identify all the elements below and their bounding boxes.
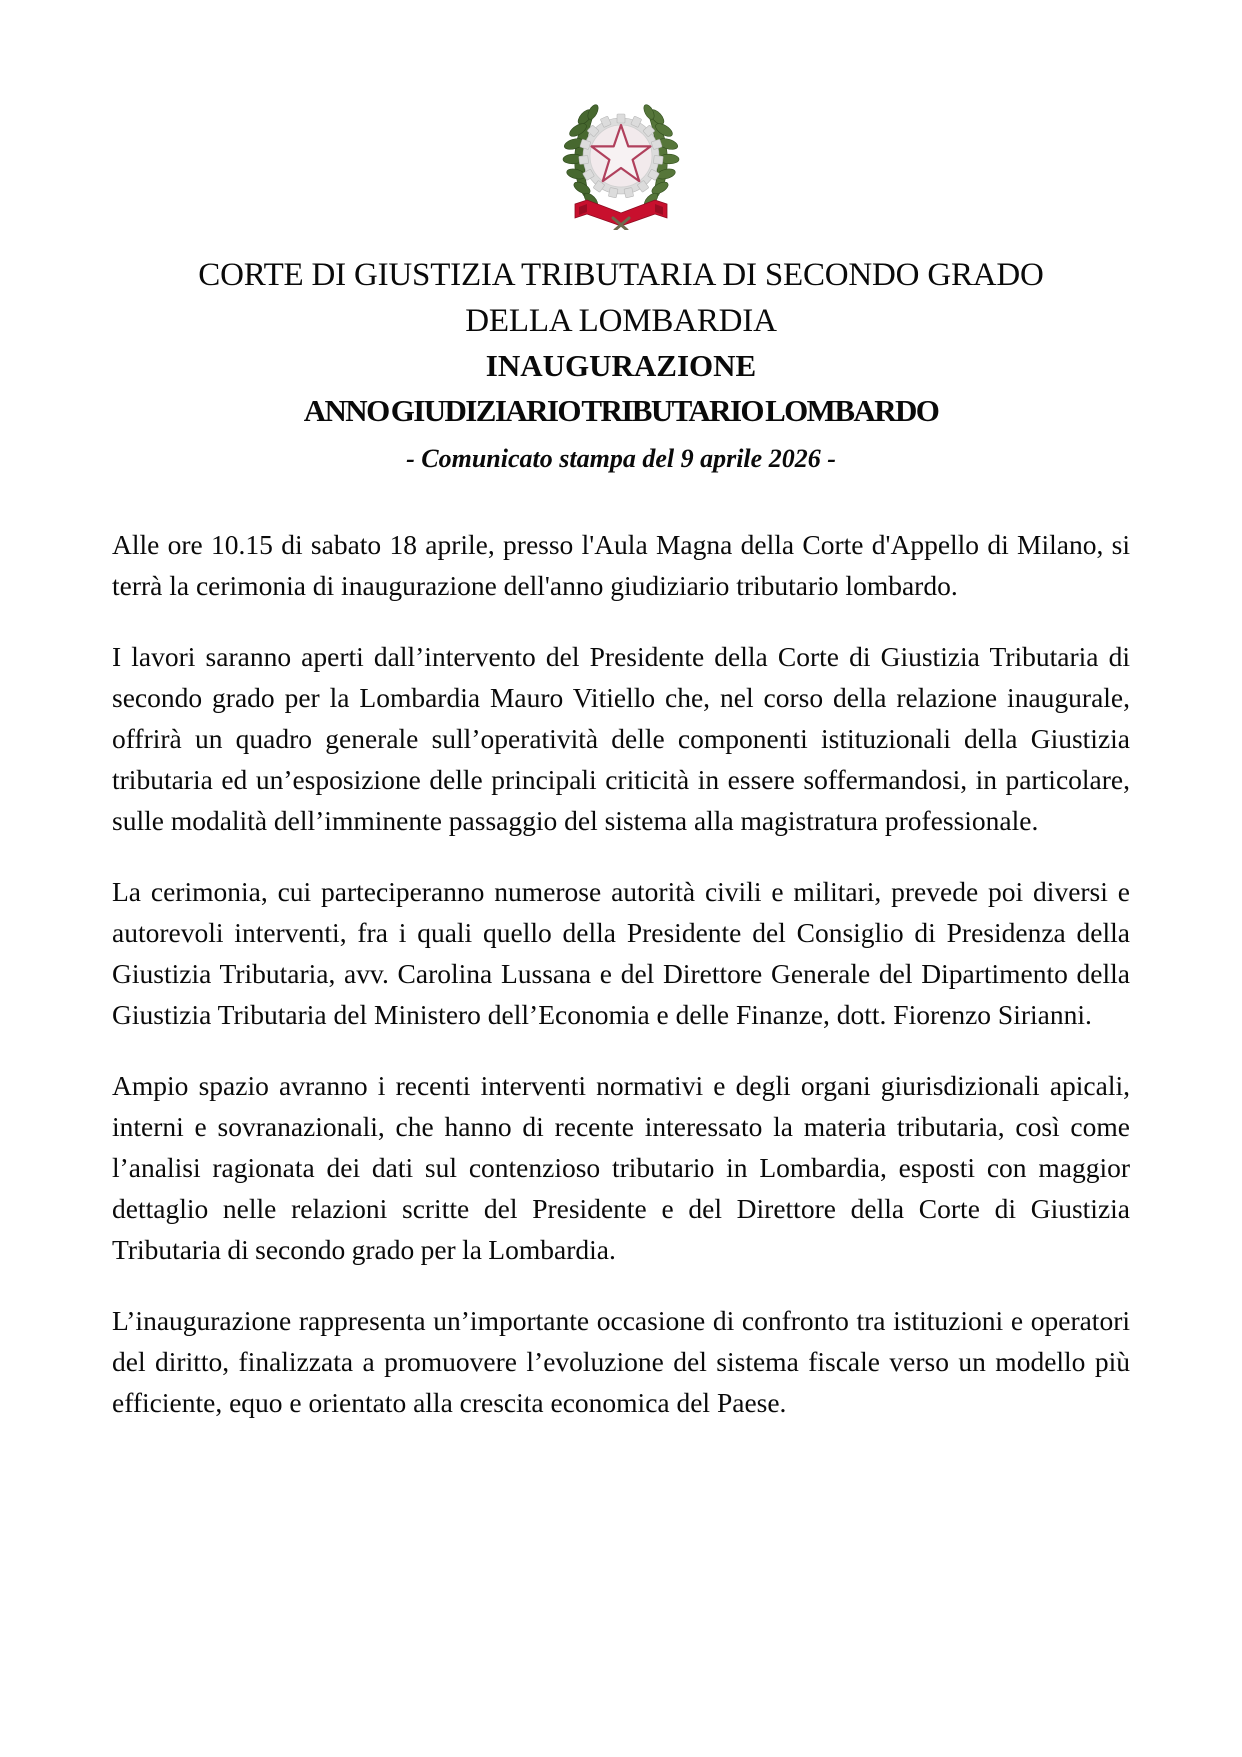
event-title-inauguration: INAUGURAZIONE <box>485 348 757 383</box>
paragraph-3: La cerimonia, cui parteciperanno numerose autorità civili e militari, prevede poi diversi e autorevoli interventi, fra i quali quello della Presidente del Consiglio di Presidenza della Giustizia Tributaria, avv. Carolina Lussana e del Direttore Generale del Dipartimento della Giustizia Tributaria del Ministero dell’Economia e delle Finanze, dott. Fiorenzo Sirianni. <box>112 876 1130 1030</box>
event-title-judicial-year: ANNO GIUDIZIARIO TRIBUTARIO LOMBARDO <box>303 393 939 428</box>
court-name-line-2: DELLA LOMBARDIA <box>465 303 777 339</box>
emblem-container <box>112 0 1130 230</box>
paragraph-4: Ampio spazio avranno i recenti interventi normativi e degli organi giurisdizionali apicali, interni e sovranazionali, che hanno di recente interessato la materia tributaria, così come l’analisi ragionata dei dati sul contenzioso tributario in Lombardia, esposti con maggior dettaglio nelle relazioni scritte del Presidente e del Direttore della Corte di Giustizia Tributaria di secondo grado per la Lombardia. <box>112 1070 1130 1265</box>
press-release-body <box>112 524 1130 1423</box>
press-release-date: - Comunicato stampa del 9 aprile 2026 - <box>406 444 836 473</box>
title-block <box>112 252 1130 480</box>
court-name-line-1: CORTE DI GIUSTIZIA TRIBUTARIA DI SECONDO GRADO <box>198 257 1044 293</box>
paragraph-5: L’inaugurazione rappresenta un’importante occasione di confronto tra istituzioni e operatori del diritto, finalizzata a promuovere l’evoluzione del sistema fiscale verso un modello più efficiente, equo e orientato alla crescita economica del Paese. <box>112 1305 1130 1418</box>
paragraph-1: Alle ore 10.15 di sabato 18 aprile, presso l'Aula Magna della Corte d'Appello di Milano, si terrà la cerimonia di inaugurazione dell'anno giudiziario tributario lombardo. <box>112 529 1130 601</box>
paragraph-2: I lavori saranno aperti dall’intervento del Presidente della Corte di Giustizia Tributaria di secondo grado per la Lombardia Mauro Vitiello che, nel corso della relazione inaugurale, offrirà un quadro generale sull’operatività delle componenti istituzionali della Giustizia tributaria ed un’esposizione delle principali criticità in essere soffermandosi, in particolare, sulle modalità dell’imminente passaggio del sistema alla magistratura professionale. <box>112 641 1130 836</box>
italian-republic-emblem-icon <box>557 82 685 230</box>
